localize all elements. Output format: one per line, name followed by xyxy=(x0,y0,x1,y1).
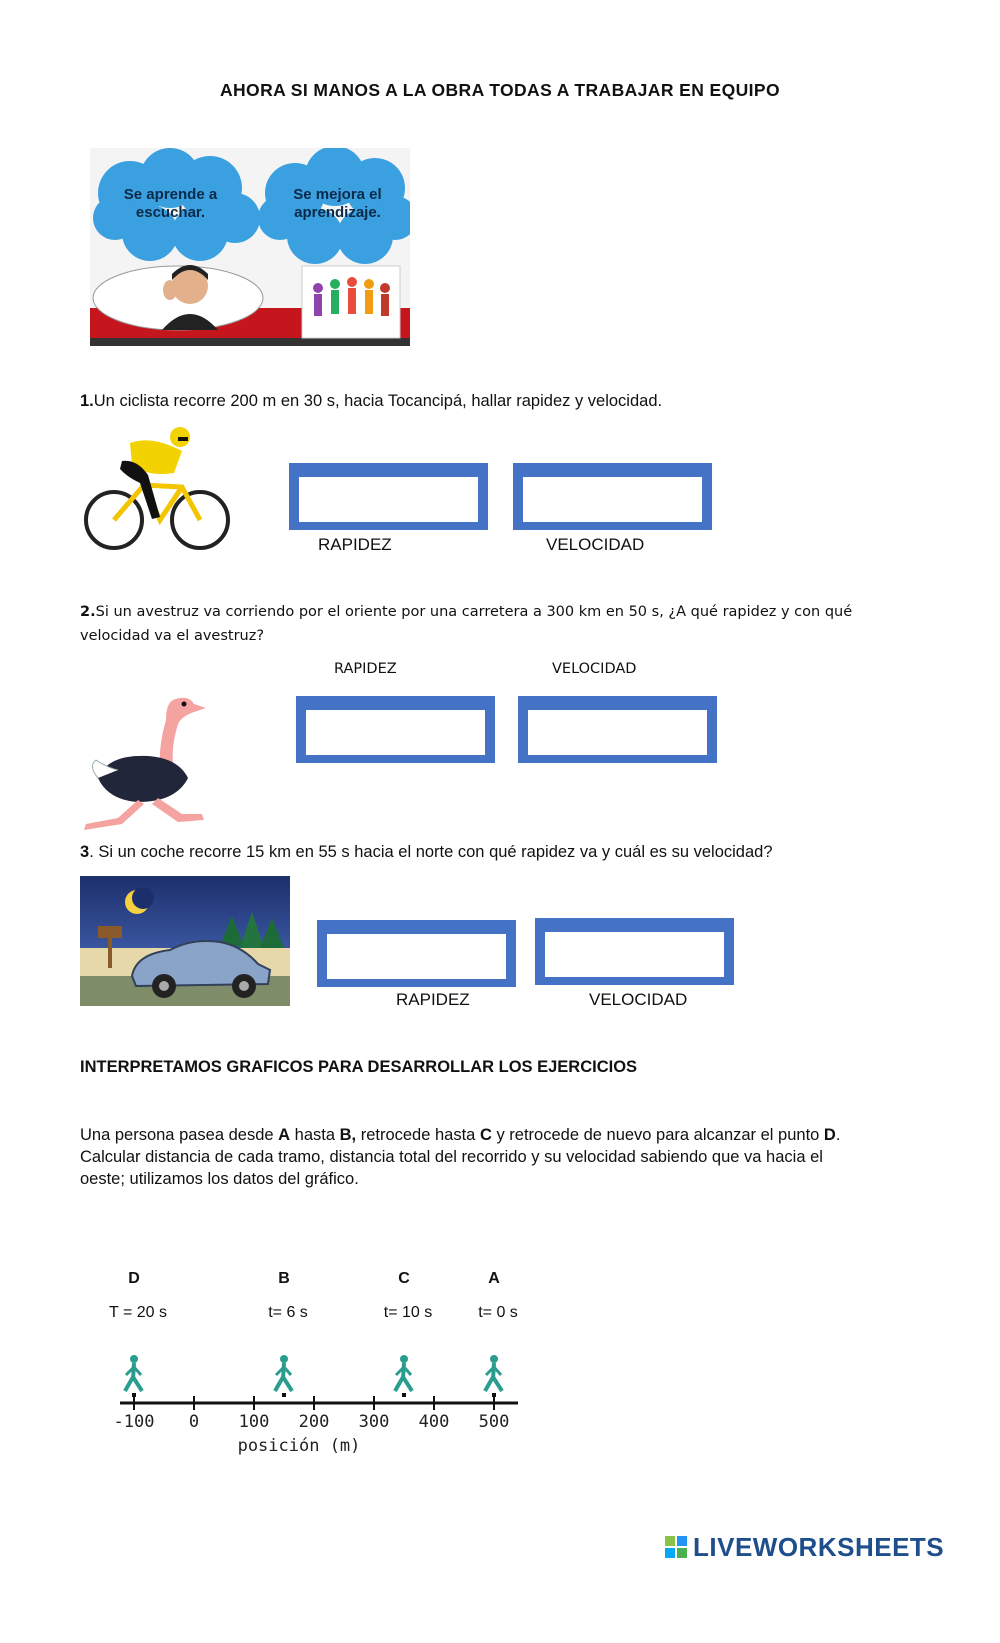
cloud-left-text: Se aprende a escuchar. xyxy=(123,186,218,221)
q1-speed-box xyxy=(289,463,488,530)
cloud-right-text: Se mejora el aprendizaje. xyxy=(293,186,382,221)
point-letter: D xyxy=(128,1270,140,1287)
q2-speed-box xyxy=(296,696,495,763)
point-letter: A xyxy=(488,1270,500,1287)
point-time: t= 6 s xyxy=(268,1304,308,1321)
q1-speed-input[interactable] xyxy=(299,477,478,522)
walker-part xyxy=(490,1355,498,1363)
walker-icon xyxy=(275,1355,292,1391)
walker-part xyxy=(275,1377,283,1391)
q3-speed-input[interactable] xyxy=(327,934,506,979)
walker-icon xyxy=(125,1355,142,1391)
point-letter: C xyxy=(398,1270,410,1287)
q3-velocity-answer-area xyxy=(545,932,724,977)
section-heading: INTERPRETAMOS GRAFICOS PARA DESARROLLAR LOS EJERCICIOS xyxy=(80,1058,638,1076)
point-marker xyxy=(402,1393,406,1397)
axis-tick-label: 500 xyxy=(478,1412,510,1432)
walker-icon xyxy=(485,1355,502,1391)
axis-tick-label: 0 xyxy=(188,1412,200,1432)
point-marker xyxy=(282,1393,286,1397)
cyclist-image xyxy=(82,425,232,555)
q2-speed-label: RAPIDEZ xyxy=(334,661,397,677)
point-time: t= 10 s xyxy=(383,1304,433,1321)
question-1-number: 1. xyxy=(80,392,94,410)
q1-velocity-label: VELOCIDAD xyxy=(546,535,645,554)
walker-part xyxy=(403,1377,412,1391)
q2-velocity-box xyxy=(518,696,717,763)
walker-part xyxy=(130,1355,138,1363)
page-title: AHORA SI MANOS A LA OBRA TODAS A TRABAJAR EN EQUIPO xyxy=(219,80,780,100)
problem-line-3: oeste; utilizamos los datos del gráfico. xyxy=(80,1170,359,1188)
point-letter: B xyxy=(278,1270,290,1287)
q2-speed-answer-area xyxy=(306,710,485,755)
position-axis-svg xyxy=(100,1260,560,1470)
question-2 xyxy=(80,600,960,648)
q1-speed-label: RAPIDEZ xyxy=(318,535,392,554)
q1-velocity-box xyxy=(513,463,712,530)
point-time: T = 20 s xyxy=(109,1304,167,1321)
q2-velocity-answer-area xyxy=(528,710,707,755)
q1-velocity-input[interactable] xyxy=(523,477,702,522)
question-1-text: Un ciclista recorre 200 m en 30 s, hacia Tocancipá, hallar rapidez y velocidad. xyxy=(93,392,663,410)
axis-tick-label: 200 xyxy=(298,1412,330,1432)
question-2-line-2: velocidad va el avestruz? xyxy=(80,628,265,644)
teamwork-image xyxy=(90,148,410,346)
q3-velocity-box xyxy=(535,918,734,985)
car-image xyxy=(80,876,290,1006)
question-1 xyxy=(80,392,662,411)
q3-velocity-input[interactable] xyxy=(545,932,724,977)
q3-speed-box xyxy=(317,920,516,987)
footer-brand xyxy=(665,1530,944,1564)
q3-speed-answer-area xyxy=(327,934,506,979)
q2-velocity-input[interactable] xyxy=(528,710,707,755)
ostrich-image xyxy=(78,690,213,832)
point-marker xyxy=(492,1393,496,1397)
axis-tick-label: 300 xyxy=(358,1412,390,1432)
question-3 xyxy=(80,843,773,862)
question-3-text: . Si un coche recorre 15 km en 55 s hacia el norte con qué rapidez va y cuál es su velocidad? xyxy=(89,843,773,861)
question-3-number: 3 xyxy=(80,843,90,861)
walker-part xyxy=(133,1377,142,1391)
q3-velocity-label: VELOCIDAD xyxy=(589,990,688,1009)
q3-speed-label: RAPIDEZ xyxy=(396,990,470,1009)
walker-part xyxy=(283,1377,292,1391)
problem-line-1: Una persona pasea desde A hasta B, retrocede hasta C y retrocede de nuevo para alcanzar el punto D. xyxy=(80,1126,841,1144)
question-2-number: 2. xyxy=(80,604,96,620)
q1-speed-answer-area xyxy=(299,477,478,522)
walker-part xyxy=(280,1355,288,1363)
brand-logo-icon xyxy=(665,1536,687,1558)
question-2-line-1 xyxy=(80,600,960,624)
q1-velocity-answer-area xyxy=(523,477,702,522)
axis-label: posición (m) xyxy=(237,1436,361,1456)
q2-speed-input[interactable] xyxy=(306,710,485,755)
footer-brand-text: LIVEWORKSHEETS xyxy=(693,1531,945,1562)
position-graph xyxy=(100,1260,560,1470)
axis-tick-label: 400 xyxy=(418,1412,450,1432)
point-marker xyxy=(132,1393,136,1397)
walker-part xyxy=(485,1377,493,1391)
problem-line-2: Calcular distancia de cada tramo, distancia total del recorrido y su velocidad sabiendo que va hacia el xyxy=(80,1148,823,1166)
point-time: t= 0 s xyxy=(478,1304,518,1321)
axis-tick-label: -100 xyxy=(113,1412,155,1432)
walker-icon xyxy=(395,1355,412,1391)
q2-velocity-label: VELOCIDAD xyxy=(552,661,637,677)
problem-paragraph xyxy=(80,1124,873,1190)
walker-part xyxy=(493,1377,502,1391)
walker-part xyxy=(400,1355,408,1363)
walker-part xyxy=(395,1377,403,1391)
question-2-text: Si un avestruz va corriendo por el oriente por una carretera a 300 km en 50 s, ¿A qué rapidez y con qué xyxy=(95,604,853,620)
walker-part xyxy=(125,1377,133,1391)
axis-tick-label: 100 xyxy=(238,1412,270,1432)
